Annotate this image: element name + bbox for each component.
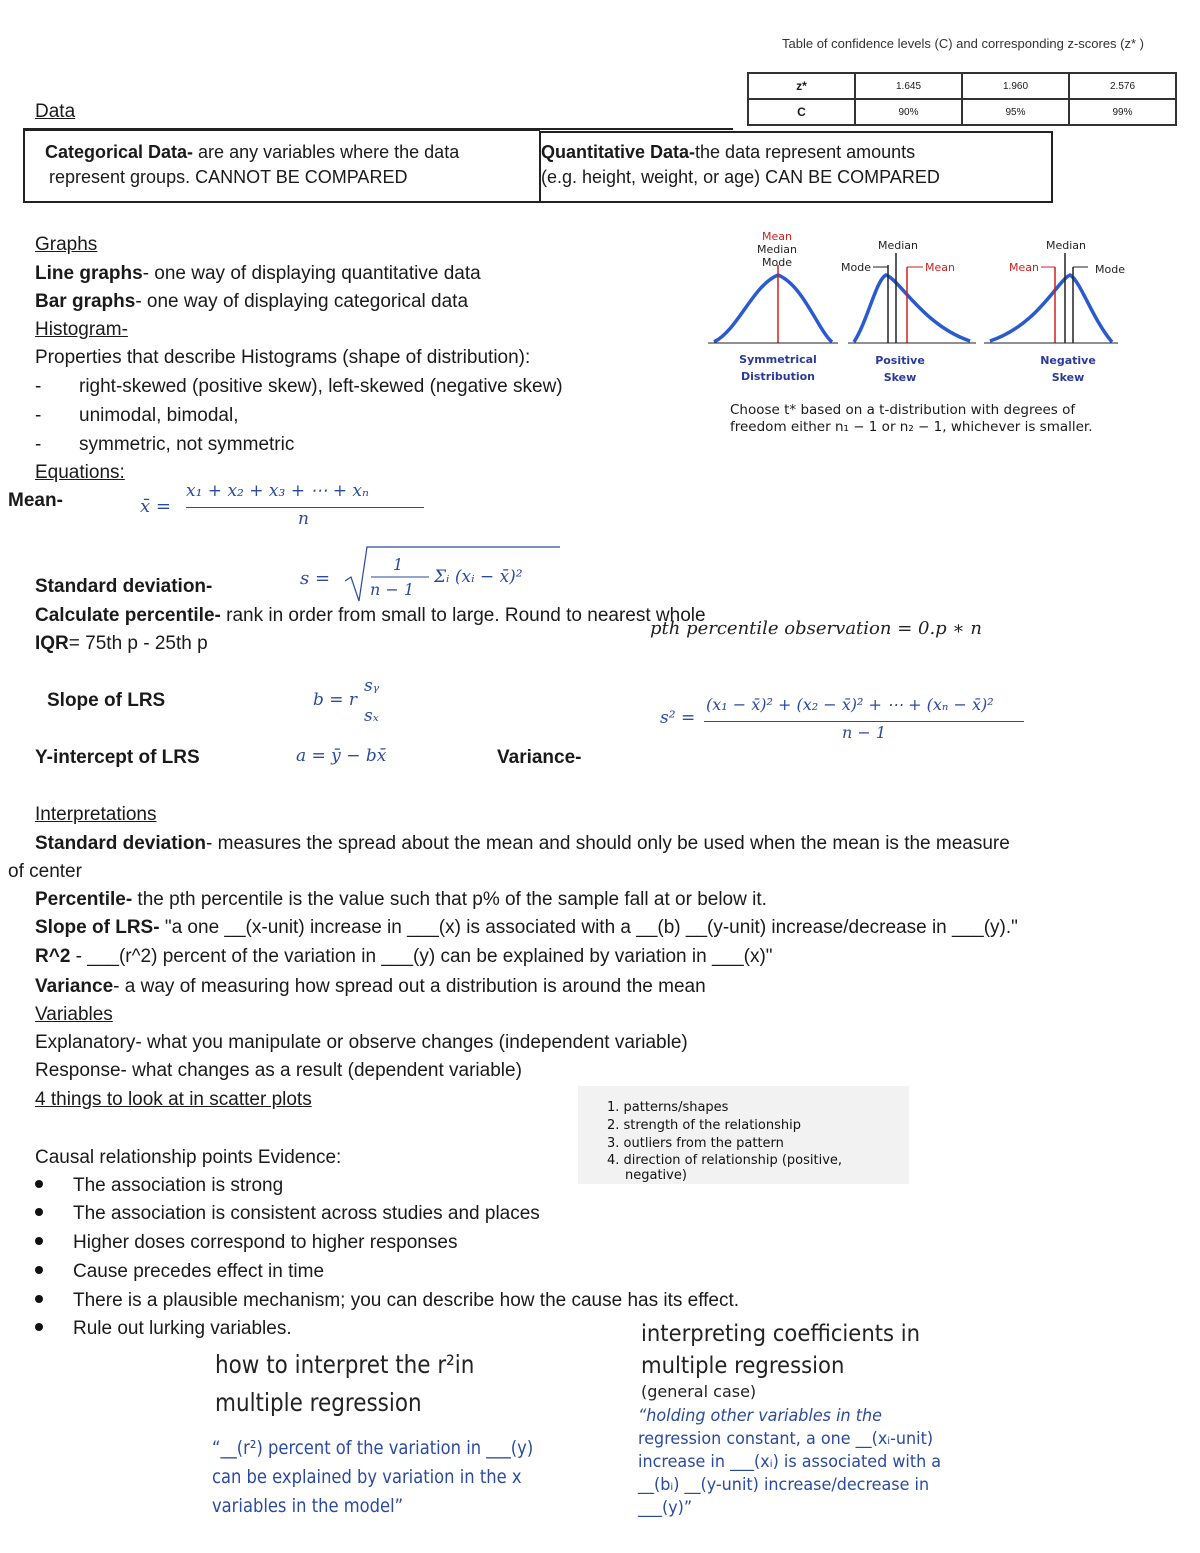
r2-multi-quote-line: “__(r²) percent of the variation in ___(y) (212, 1437, 534, 1459)
interp-var-desc: - a way of measuring how spread out a distribution is around the mean (113, 976, 706, 997)
variance-lhs: s² = (660, 708, 696, 728)
variance-numerator: (x₁ − x̄)² + (x₂ − x̄)² + ⋯ + (xₙ − x̄)² (706, 695, 994, 714)
percentile-calc-desc: rank in order from small to large. Round to nearest whole (220, 605, 706, 626)
slope-label-text: Slope of LRS (47, 690, 166, 711)
sd-label-text: Standard deviation- (35, 576, 213, 597)
mean-label-text: Mean- (8, 490, 63, 511)
causal-item-text: The association is consistent across studies and places (73, 1203, 540, 1224)
categorical-desc: are any variables where the data (193, 142, 460, 162)
r2-multi-quote-line: variables in the model” (212, 1495, 404, 1517)
r2-multi-quote-line: can be explained by variation in the x (212, 1466, 522, 1488)
interp-slope-label: Slope of LRS- (35, 917, 160, 938)
mean-fraction-bar (186, 507, 424, 508)
sym-caption: Distribution (740, 370, 816, 383)
bullet-icon (35, 1323, 43, 1331)
interp-pct-desc: the pth percentile is the value such that p% of the sample fall at or below it. (132, 889, 767, 910)
interpretations-heading: Interpretations (35, 804, 157, 825)
categorical-line1 (45, 138, 459, 166)
causal-item-text: There is a plausible mechanism; you can describe how the cause has its effect. (73, 1290, 740, 1311)
pos-caption: Skew (883, 371, 917, 384)
distribution-diagram (708, 225, 1128, 395)
coef-multi-sub: (general case) (641, 1382, 757, 1401)
causal-item (35, 1200, 540, 1228)
ztable-row (748, 99, 1176, 125)
r2-multi-title-line: multiple regression (215, 1388, 422, 1417)
neg-mode-label: Mode (1095, 263, 1125, 276)
ztable-cell: 95% (962, 99, 1069, 125)
histogram-properties: Properties that describe Histograms (shape of distribution): (35, 347, 531, 368)
symmetrical-curve (714, 275, 832, 342)
line-graphs-desc: - one way of displaying quantitative data (142, 263, 481, 284)
interp-slope-desc: "a one __(x-unit) increase in ___(x) is associated with a __(b) __(y-unit) increase/decrease in ___(y)." (159, 917, 1018, 938)
interp-r2-label: R^2 (35, 946, 71, 967)
causal-item-text: Cause precedes effect in time (73, 1261, 325, 1282)
prop-item: right-skewed (positive skew), left-skewed (negative skew) (79, 376, 563, 397)
neg-mean-label: Mean (1009, 261, 1039, 274)
interp-sd-cont: of center (8, 861, 82, 882)
coef-multi-title (641, 1318, 920, 1382)
categorical-label: Categorical Data- (45, 142, 194, 162)
neg-caption: Negative (1040, 354, 1096, 367)
interp-sd-label: Standard deviation (35, 833, 207, 854)
causal-item (35, 1287, 739, 1315)
quantitative-line2: (e.g. height, weight, or age) CAN BE COMPARED (541, 167, 940, 187)
ztable-cell: 90% (855, 99, 962, 125)
box-top-line (23, 128, 733, 130)
coef-multi-quote-line: regression constant, a one __(xᵢ-unit) (638, 1429, 934, 1449)
quantitative-label: Quantitative Data- (541, 142, 696, 162)
neg-median-label: Median (1045, 239, 1087, 252)
iqr-desc: = 75th p - 25th p (68, 633, 208, 654)
variance-fraction-bar (704, 721, 1024, 722)
negative-curve (990, 275, 1112, 342)
interp-sd-desc: - measures the spread about the mean and should only be used when the mean is the measure (206, 833, 1010, 854)
r2-multi-quote (212, 1434, 533, 1521)
scatter-item: 4. direction of relationship (positive, (607, 1153, 843, 1168)
variance-denominator: n − 1 (842, 723, 887, 742)
response-line: Response- what changes as a result (dependent variable) (35, 1060, 522, 1081)
ztable-cell: 1.645 (855, 73, 962, 99)
ztable-cell: C (748, 99, 855, 125)
interp-pct-label: Percentile- (35, 889, 133, 910)
bullet-icon (35, 1180, 43, 1188)
iqr-line (35, 630, 208, 658)
causal-item-text: Higher doses correspond to higher responses (73, 1232, 458, 1253)
ztable-cell: 2.576 (1069, 73, 1176, 99)
ztable-cell: z* (748, 73, 855, 99)
causal-item (35, 1315, 292, 1343)
percentile-calc-line (35, 602, 706, 630)
slope-lhs: b = r (313, 690, 358, 710)
bar-graphs-label: Bar graphs (35, 291, 136, 312)
variance-label (497, 744, 582, 772)
interp-pct-line (35, 886, 767, 914)
graphs-heading: Graphs (35, 234, 98, 255)
interp-r2-desc: - ___(r^2) percent of the variation in ___(y) can be explained by variation in ___(x)" (70, 946, 773, 967)
bar-graphs-desc: - one way of displaying categorical data (135, 291, 469, 312)
pos-mode-label: Mode (841, 261, 871, 274)
slope-denominator: sₓ (364, 706, 379, 726)
prop-item: symmetric, not symmetric (79, 434, 295, 455)
yint-formula: a = ȳ − bx̄ (296, 746, 387, 766)
tdist-note-line: freedom either n₁ − 1 or n₂ − 1, whichever is smaller. (730, 419, 1093, 435)
sd-frac-num: 1 (393, 555, 404, 574)
ztable-row (748, 73, 1176, 99)
sd-label (35, 573, 212, 601)
interp-slope-line (35, 914, 1018, 942)
data-heading: Data (35, 101, 76, 122)
bullet-icon (35, 1208, 43, 1216)
interp-r2-line (35, 943, 773, 971)
coef-multi-quote-line: ___(y)” (638, 1498, 693, 1518)
neg-caption: Skew (1051, 371, 1085, 384)
coef-multi-quote-line: increase in ___(xᵢ) is associated with a (638, 1452, 942, 1472)
prop-dash: - (35, 405, 42, 426)
coef-multi-quote (638, 1405, 941, 1520)
pos-caption: Positive (875, 354, 925, 367)
line-graphs-line (35, 260, 481, 288)
explanatory-line: Explanatory- what you manipulate or observe changes (independent variable) (35, 1032, 688, 1053)
variables-heading: Variables (35, 1004, 113, 1025)
causal-item-text: The association is strong (73, 1175, 284, 1196)
sd-lhs: s = (300, 568, 331, 589)
interp-var-label: Variance (35, 976, 114, 997)
equations-heading: Equations: (35, 462, 125, 483)
causal-heading: Causal relationship points Evidence: (35, 1147, 342, 1168)
interp-sd-line (35, 830, 1010, 858)
r2-multi-title-line: how to interpret the r²in (215, 1350, 475, 1379)
percentile-formula: pth percentile observation = 0.p ∗ n (650, 618, 982, 639)
sym-caption: Symmetrical (739, 353, 817, 366)
quantitative-line1 (541, 138, 915, 166)
prop-dash: - (35, 376, 42, 397)
sym-median-label: Median (756, 243, 798, 256)
r2-multi-title (215, 1346, 474, 1422)
scatter-list-box (578, 1086, 909, 1184)
scatter-item: negative) (625, 1168, 687, 1183)
iqr-label: IQR (35, 633, 69, 654)
slope-label (47, 687, 165, 715)
positive-curve (854, 275, 970, 342)
sd-frac-den: n − 1 (370, 580, 415, 599)
categorical-line2: represent groups. CANNOT BE COMPARED (49, 167, 408, 187)
ztable-title: Table of confidence levels (C) and corresponding z-scores (z* ) (782, 36, 1145, 51)
percentile-calc-label: Calculate percentile- (35, 605, 221, 626)
yint-label-text: Y-intercept of LRS (35, 747, 200, 768)
coef-multi-quote-line: “holding other variables in the (638, 1406, 882, 1426)
mean-numerator: x₁ + x₂ + x₃ + ⋯ + xₙ (186, 481, 369, 501)
coef-multi-title-line: interpreting coefficients in (641, 1321, 921, 1347)
mean-label (8, 487, 63, 515)
coef-multi-quote-line: __(bᵢ) __(y-unit) increase/decrease in (638, 1475, 930, 1495)
bullet-icon (35, 1237, 43, 1245)
coef-multi-title-line: multiple regression (641, 1353, 845, 1379)
interp-var-line (35, 973, 706, 1001)
sym-mode-label: Mode (762, 256, 792, 269)
scatter-heading: 4 things to look at in scatter plots (35, 1089, 312, 1110)
scatter-item: 2. strength of the relationship (607, 1118, 801, 1133)
mean-lhs: x̄ = (140, 496, 171, 517)
quantitative-desc: the data represent amounts (695, 142, 916, 162)
prop-item: unimodal, bimodal, (79, 405, 239, 426)
causal-item (35, 1229, 457, 1257)
bullet-icon (35, 1295, 43, 1303)
pos-median-label: Median (877, 239, 919, 252)
ztable (747, 72, 1177, 126)
sd-sum: Σᵢ (xᵢ − x̄)² (434, 567, 523, 587)
pos-mean-label: Mean (925, 261, 955, 274)
mean-denominator: n (298, 509, 309, 529)
causal-item (35, 1172, 283, 1200)
ztable-cell: 1.960 (962, 73, 1069, 99)
causal-item-text: Rule out lurking variables. (73, 1318, 292, 1339)
variance-label-text: Variance- (497, 747, 582, 768)
histogram-heading: Histogram- (35, 319, 128, 340)
sym-mean-label: Mean (762, 230, 792, 243)
causal-item (35, 1258, 324, 1286)
scatter-item: 3. outliers from the pattern (607, 1136, 784, 1151)
bullet-icon (35, 1266, 43, 1274)
tdist-note (730, 402, 1093, 436)
line-graphs-label: Line graphs (35, 263, 143, 284)
tdist-note-line: Choose t* based on a t-distribution with degrees of (730, 402, 1076, 418)
bar-graphs-line (35, 288, 468, 316)
scatter-item: 1. patterns/shapes (607, 1100, 729, 1115)
slope-numerator: sᵧ (364, 676, 380, 696)
yint-label (35, 744, 200, 772)
ztable-cell: 99% (1069, 99, 1176, 125)
prop-dash: - (35, 434, 42, 455)
